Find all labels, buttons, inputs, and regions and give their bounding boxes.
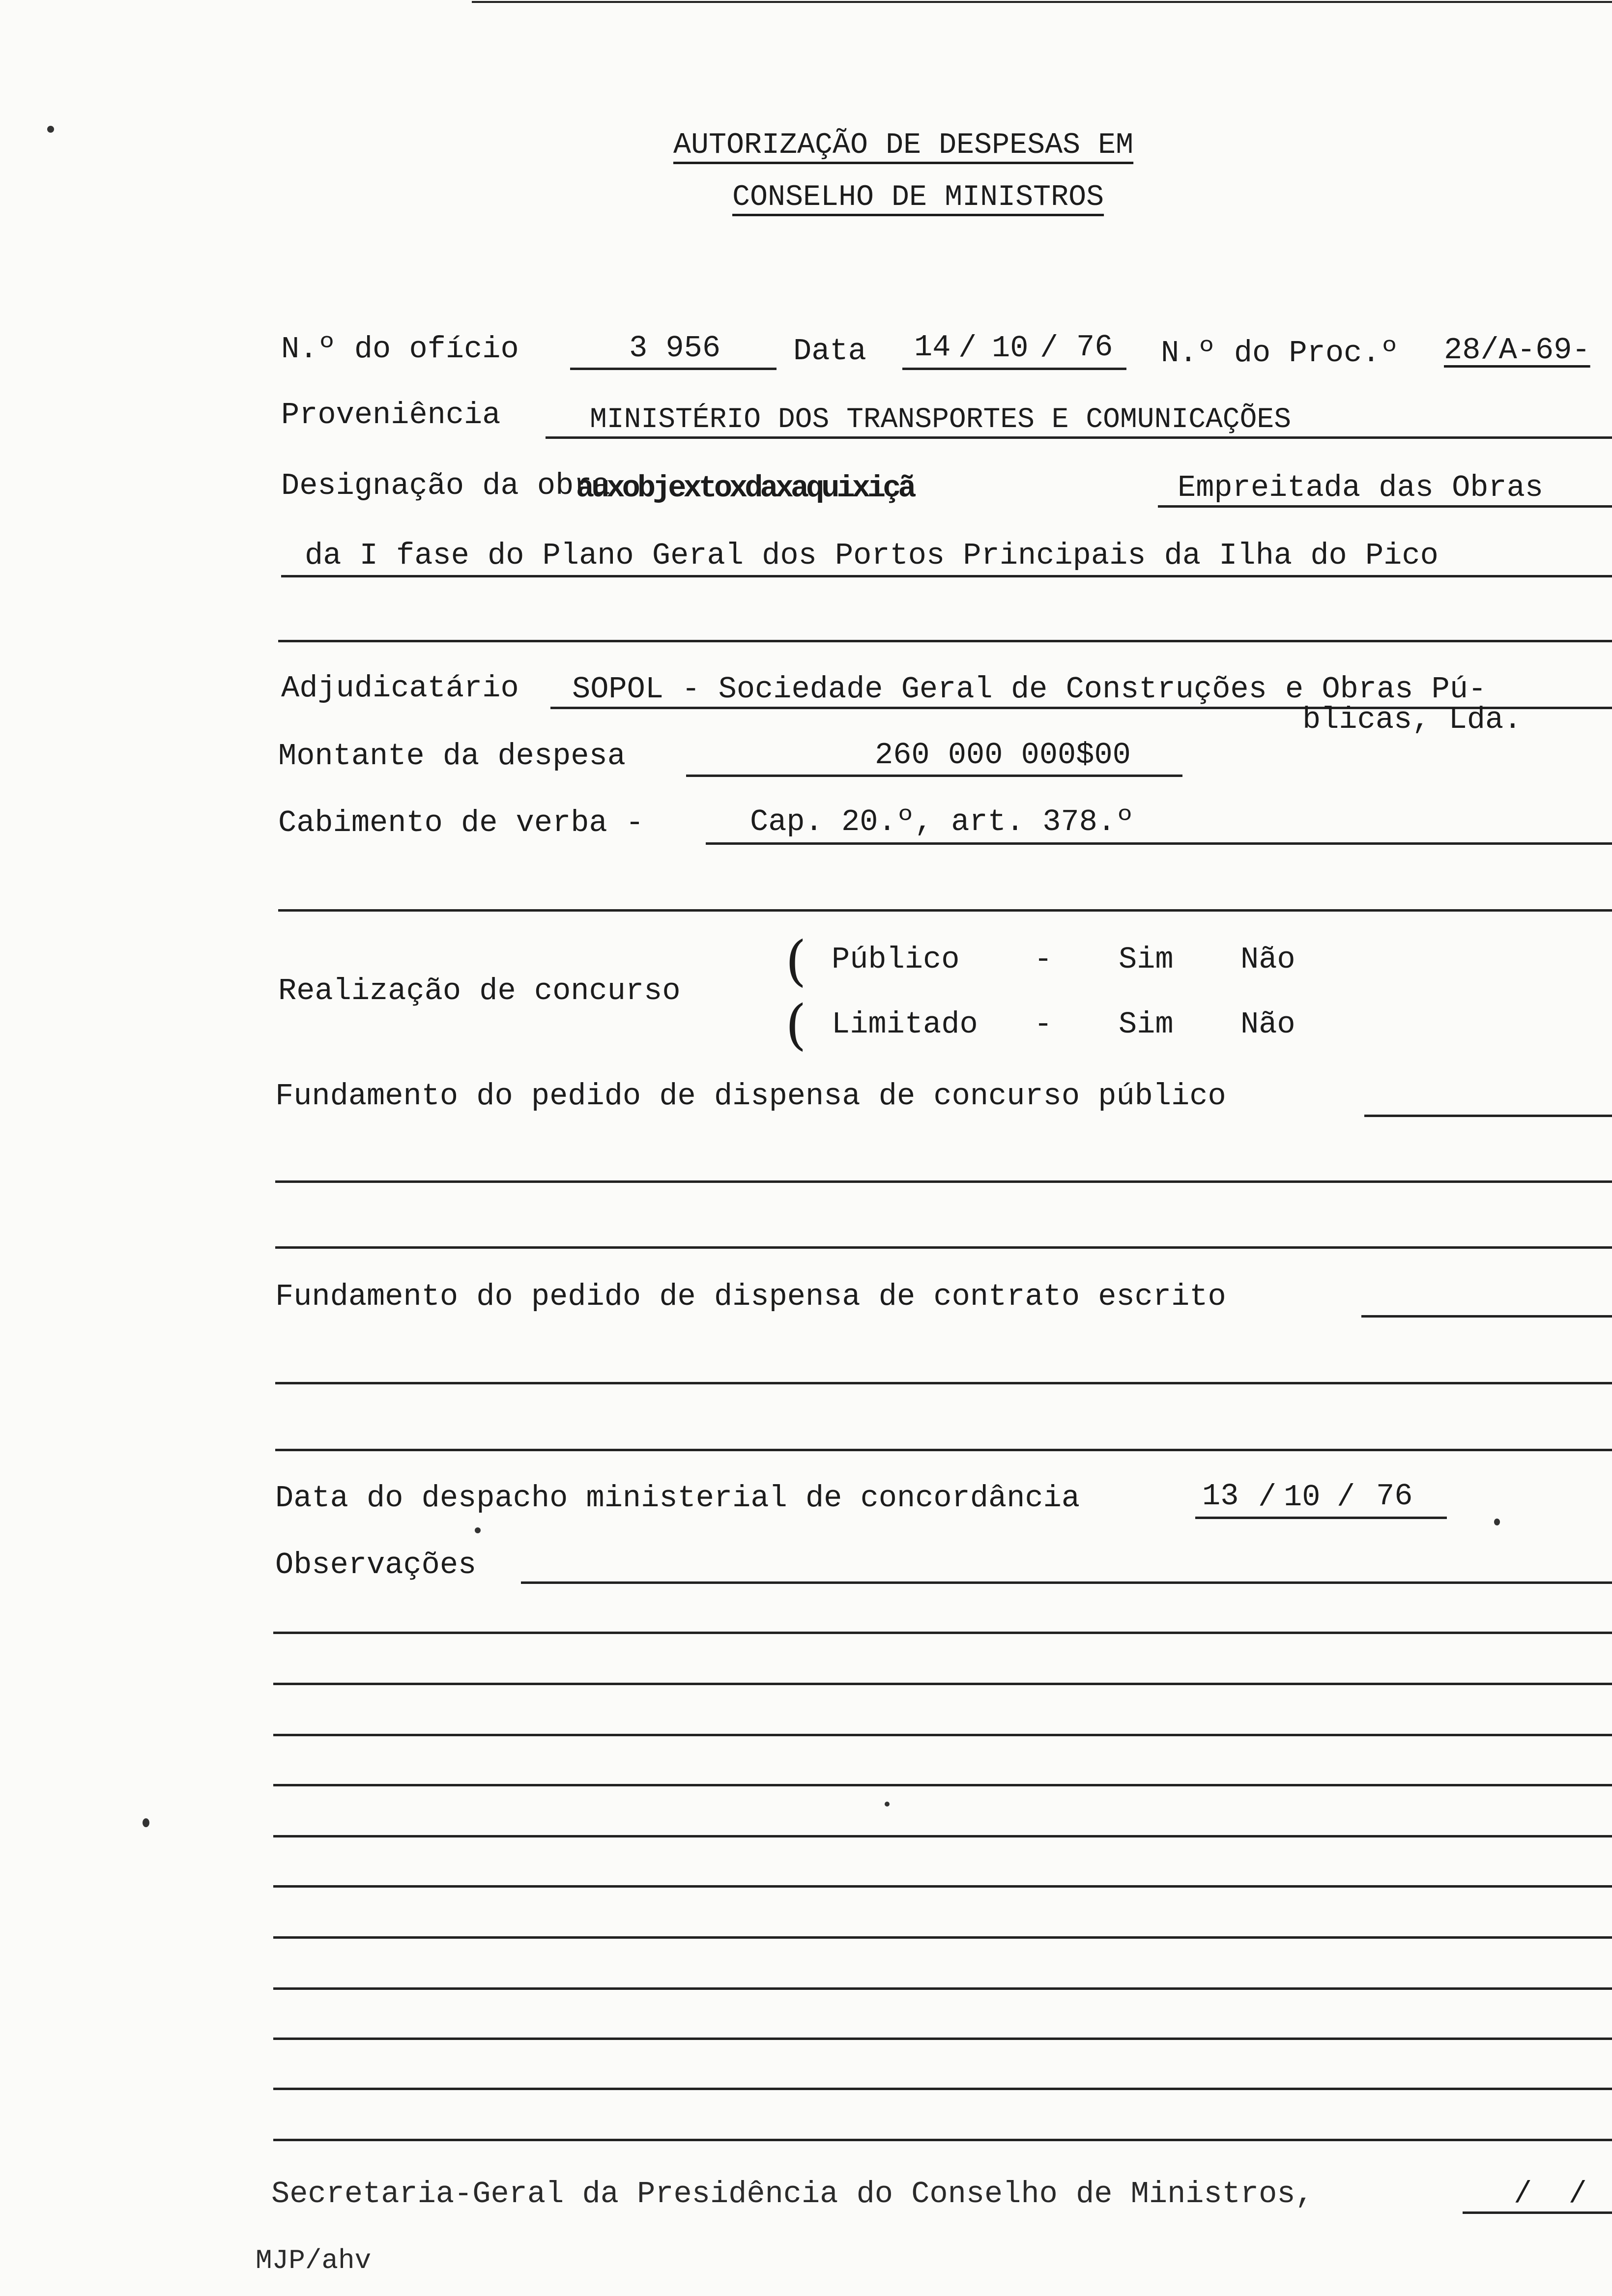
fund-concurso-underline: [1364, 1115, 1612, 1117]
cabimento-label: Cabimento de verba -: [278, 805, 644, 840]
designacao-underline-2: [281, 575, 1612, 577]
proveniencia-underline: [546, 436, 1612, 439]
scan-mark: [475, 1527, 481, 1533]
secretaria-text: Secretaria-Geral da Presidência do Conselho de Ministros,: [271, 2177, 1314, 2211]
scan-mark: [47, 126, 54, 133]
observacoes-line-3: [273, 1734, 1612, 1736]
footer-date-slashes: / /: [1514, 2177, 1587, 2211]
designacao-label: Designação da obra: [281, 468, 610, 503]
title-line-1: AUTORIZAÇÃO DE DESPESAS EM: [673, 129, 1134, 162]
despacho-year: 76: [1376, 1479, 1413, 1514]
data-label: Data: [793, 334, 866, 369]
observacoes-line-8: [273, 1987, 1612, 1990]
observacoes-line-7: [273, 1936, 1612, 1939]
fund-contrato-underline: [1361, 1315, 1612, 1318]
despacho-underline: [1195, 1517, 1447, 1519]
data-sep-1: /: [958, 331, 977, 366]
proveniencia-value: MINISTÉRIO DOS TRANSPORTES E COMUNICAÇÕES: [590, 404, 1292, 436]
scan-mark: [885, 1802, 890, 1807]
observacoes-line-1: [273, 1632, 1612, 1634]
oficio-underline: [570, 368, 777, 370]
despacho-sep-1: /: [1258, 1480, 1277, 1515]
fund-contrato-line-1: [275, 1382, 1612, 1384]
adjudicatario-label: Adjudicatário: [281, 671, 519, 706]
publico-nao: Não: [1240, 942, 1295, 977]
scan-mark: [143, 1818, 149, 1827]
montante-label: Montante da despesa: [278, 739, 626, 774]
designacao-underline-1: [1158, 505, 1612, 508]
designacao-value-2: da I fase do Plano Geral dos Portos Principais da Ilha do Pico: [305, 538, 1439, 573]
despacho-sep-2: /: [1337, 1480, 1355, 1515]
data-year: 76: [1076, 330, 1113, 365]
observacoes-line-5: [273, 1835, 1612, 1837]
cabimento-value: Cap. 20.º, art. 378.º: [750, 804, 1134, 839]
adjudicatario-value-1: SOPOL - Sociedade Geral de Construções e Obras Pú-: [572, 672, 1487, 707]
concurso-bracket-2: (: [785, 993, 806, 1056]
despacho-day: 13: [1202, 1479, 1239, 1514]
publico-dash: -: [1034, 942, 1053, 977]
limitado-sim: Sim: [1119, 1007, 1174, 1042]
observacoes-line-10: [273, 2088, 1612, 2090]
proveniencia-label: Proveniência: [281, 398, 501, 432]
oficio-label: N.º do ofício: [281, 332, 519, 367]
cabimento-underline: [706, 842, 1612, 845]
limitado-nao: Não: [1240, 1007, 1295, 1042]
footer-date-underline: [1463, 2211, 1612, 2214]
designacao-blank-line: [278, 640, 1612, 642]
observacoes-label: Observações: [275, 1548, 477, 1582]
proc-label: N.º do Proc.º: [1161, 336, 1399, 371]
fund-contrato-line-2: [275, 1449, 1612, 1451]
title-line-2: CONSELHO DE MINISTROS: [732, 181, 1104, 214]
observacoes-line-9: [273, 2038, 1612, 2040]
data-sep-2: /: [1040, 331, 1059, 366]
cabimento-blank-line: [278, 909, 1612, 912]
observacoes-line-4: [273, 1784, 1612, 1786]
limitado-label: Limitado: [832, 1007, 978, 1042]
montante-underline: [686, 775, 1182, 777]
observacoes-line-11: [273, 2139, 1612, 2141]
concurso-bracket-1: (: [785, 929, 806, 992]
designacao-struck-text: auxobjextoxdaxaquixiçã: [576, 471, 914, 506]
concurso-label: Realização de concurso: [278, 974, 681, 1008]
fund-contrato-label: Fundamento do pedido de dispensa de contrato escrito: [275, 1279, 1226, 1314]
publico-label: Público: [832, 942, 960, 977]
initials: MJP/ahv: [256, 2245, 372, 2276]
top-edge-line: [472, 1, 1612, 3]
limitado-dash: -: [1034, 1007, 1053, 1042]
data-day: 14: [914, 330, 951, 365]
fund-concurso-label: Fundamento do pedido de dispensa de concurso público: [275, 1079, 1226, 1114]
observacoes-underline: [521, 1581, 1612, 1584]
montante-value: 260 000 000$00: [875, 738, 1131, 773]
publico-sim: Sim: [1119, 942, 1174, 977]
fund-concurso-line-2: [275, 1246, 1612, 1249]
despacho-month: 10: [1284, 1480, 1321, 1515]
observacoes-line-2: [273, 1683, 1612, 1685]
designacao-value-1: Empreitada das Obras: [1178, 470, 1544, 505]
data-underline: [902, 368, 1126, 370]
fund-concurso-line-1: [275, 1180, 1612, 1183]
despacho-label: Data do despacho ministerial de concordância: [275, 1481, 1080, 1516]
oficio-value: 3 956: [629, 331, 721, 366]
observacoes-line-6: [273, 1885, 1612, 1888]
adjudicatario-value-2: blicas, Lda.: [1302, 702, 1522, 737]
data-month: 10: [992, 331, 1029, 366]
proc-value: 28/A-69-: [1444, 333, 1590, 368]
scan-mark: [1494, 1519, 1500, 1525]
